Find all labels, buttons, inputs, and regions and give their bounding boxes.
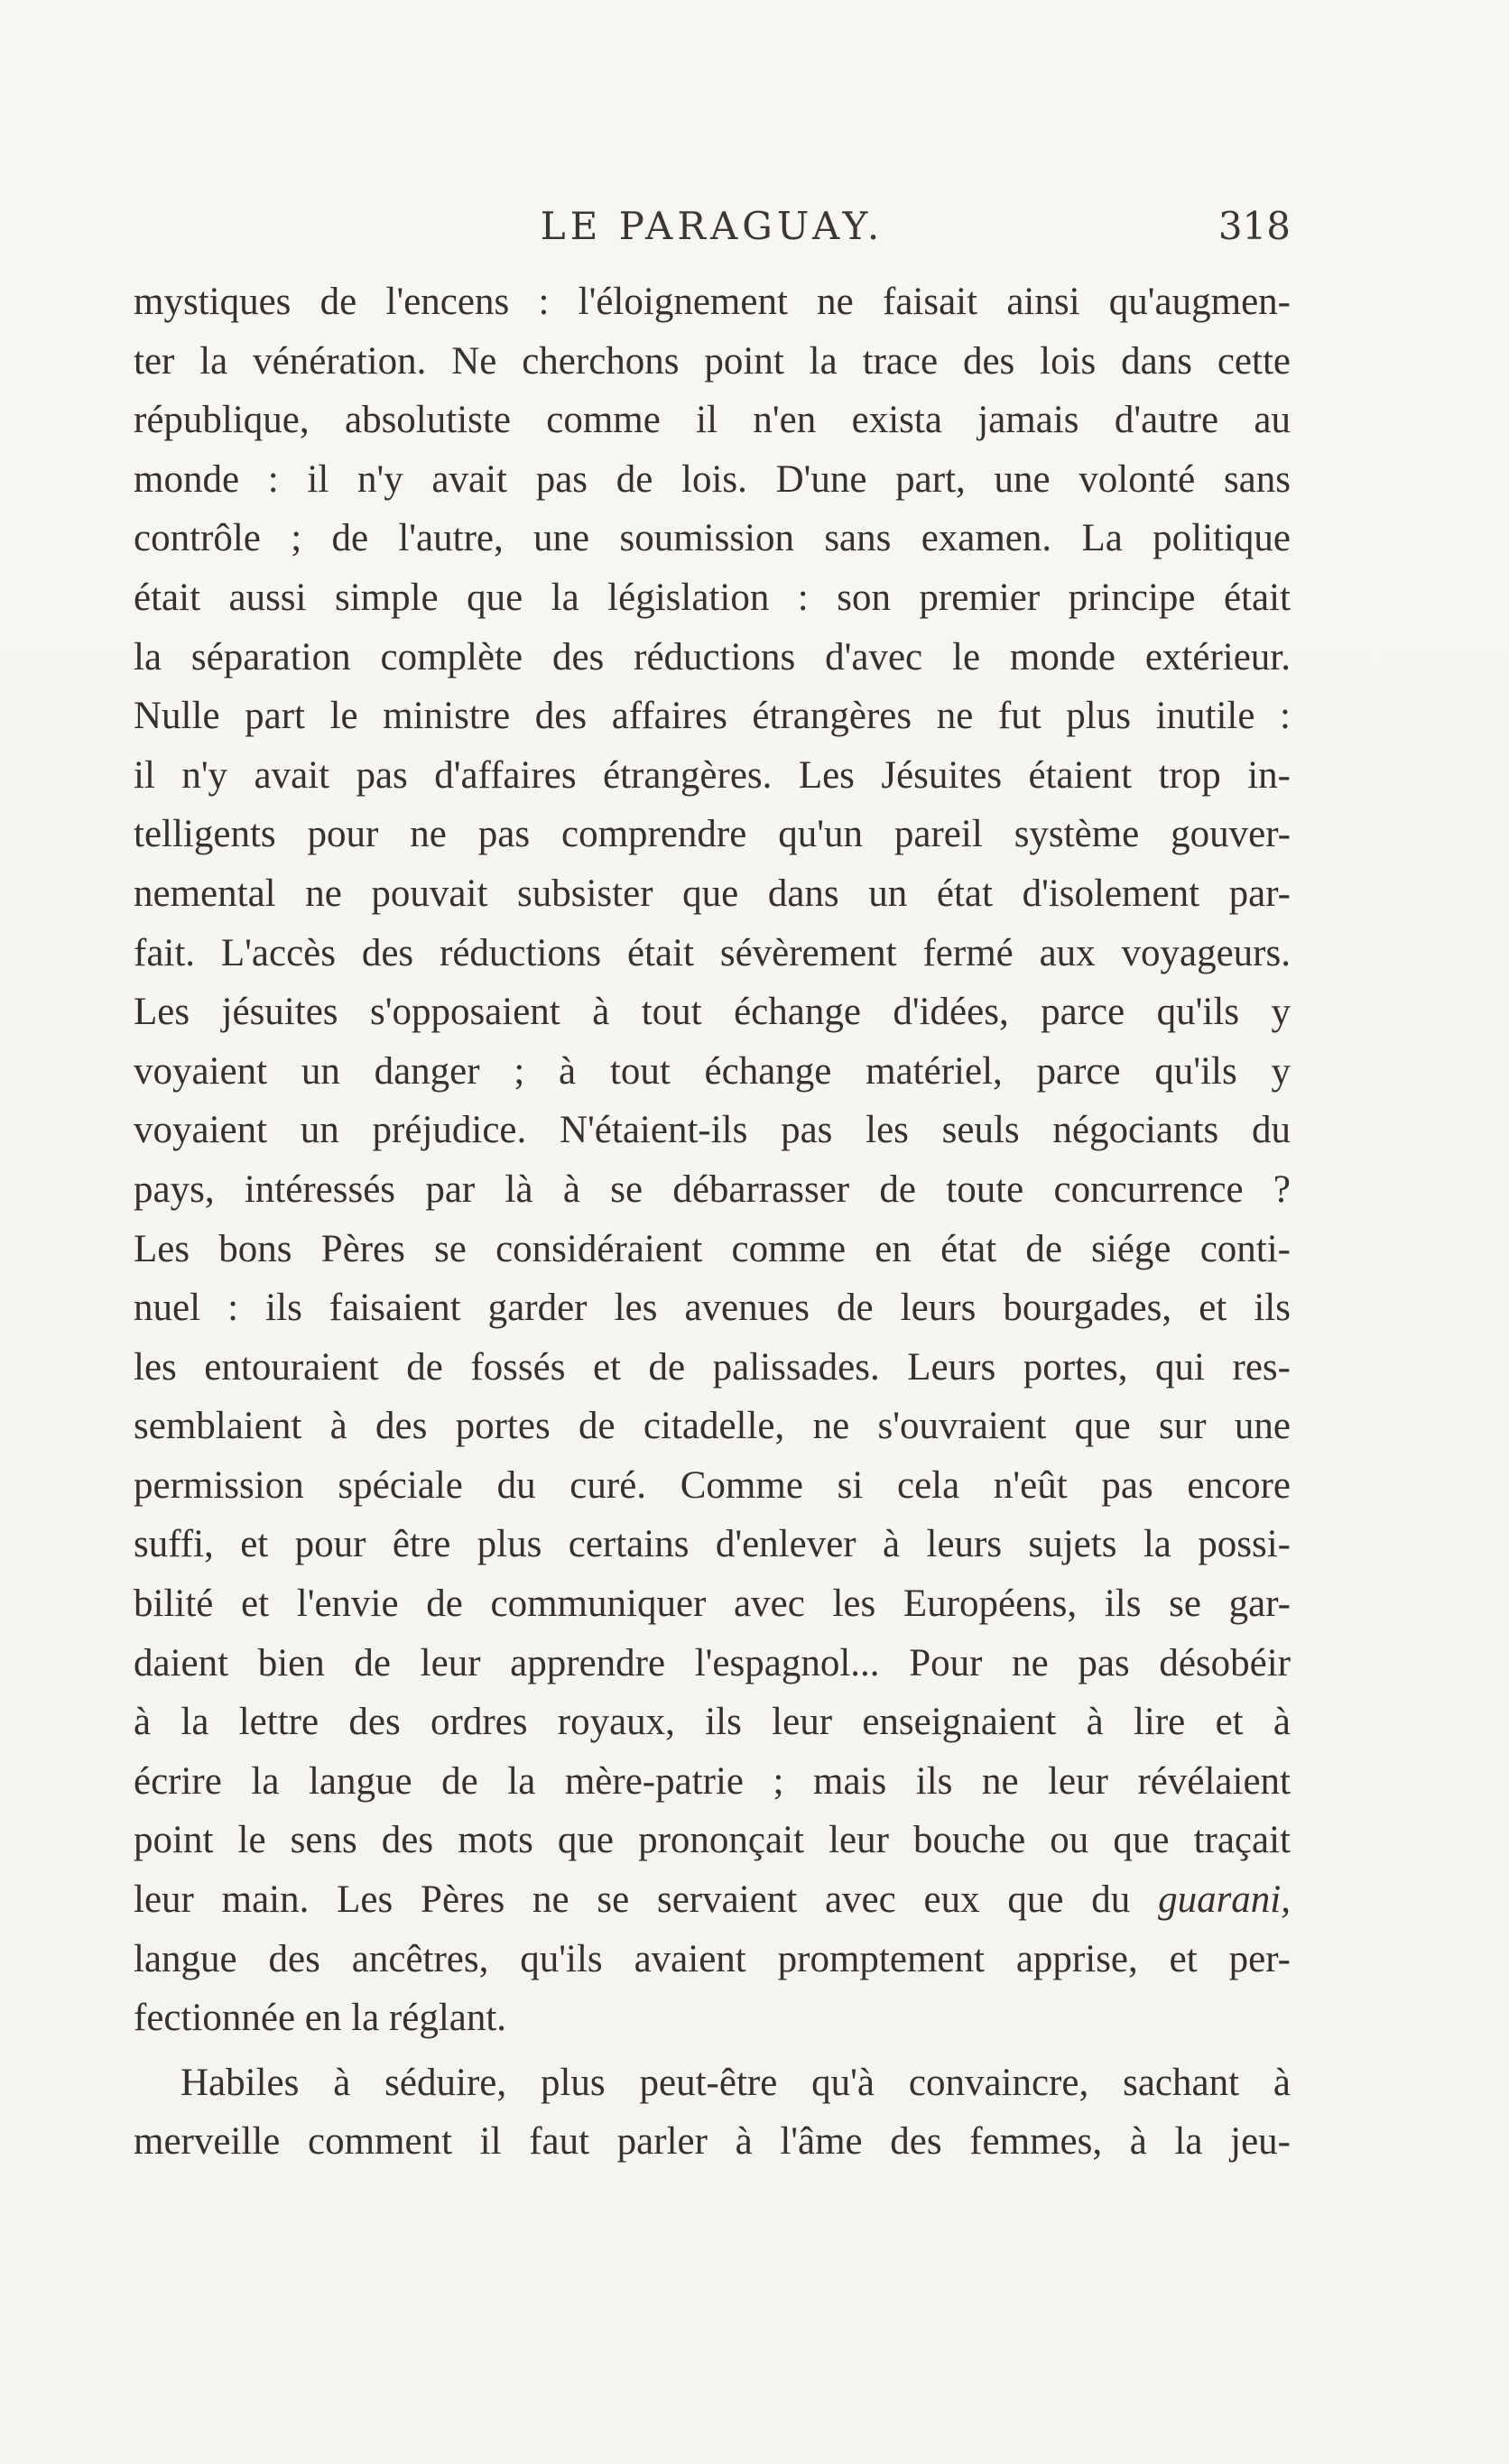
text-line-segment: leur main. Les Pères ne se servaient avec eux que du [134, 1878, 1131, 1922]
text-line: les entouraient de fossés et de palissades. Leurs portes, qui res- [134, 1345, 1291, 1389]
text-line: pays, intéressés par là à se débarrasser de toute concurrence ? [134, 1167, 1291, 1211]
text-line: fectionnée en la réglant. [134, 1997, 507, 2040]
text-line: suffi, et pour être plus certains d'enlever à leurs sujets la possi- [134, 1523, 1291, 1566]
text-line: voyaient un danger ; à tout échange matériel, parce qu'ils y [134, 1049, 1291, 1093]
running-title: LE PARAGUAY. [540, 204, 884, 248]
text-line: écrire la langue de la mère-patrie ; mais ils ne leur révélaient [134, 1759, 1291, 1803]
italic-word: guarani, [1158, 1878, 1291, 1922]
paragraph [134, 272, 1291, 2048]
text-line: nemental ne pouvait subsister que dans un état d'isolement par- [134, 872, 1291, 915]
text-line: Habiles à séduire, plus peut-être qu'à convaincre, sachant à [181, 2061, 1291, 2104]
text-line: ter la vénération. Ne cherchons point la trace des lois dans cette [134, 339, 1291, 383]
text-line: semblaient à des portes de citadelle, ne s'ouvraient que sur une [134, 1405, 1291, 1448]
text-line: daient bien de leur apprendre l'espagnol... Pour ne pas désobéir [134, 1641, 1291, 1684]
text-line: telligents pour ne pas comprendre qu'un pareil système gouver- [134, 813, 1291, 856]
text-line: Nulle part le ministre des affaires étrangères ne fut plus inutile : [134, 695, 1291, 738]
body-text [134, 272, 1291, 2172]
paragraph [134, 2053, 1291, 2172]
page-number: 318 [1217, 204, 1291, 248]
text-line: merveille comment il faut parler à l'âme des femmes, à la jeu- [134, 2120, 1291, 2164]
text-line: était aussi simple que la législation : son premier principe était [134, 576, 1291, 619]
text-line: point le sens des mots que prononçait leur bouche ou que traçait [134, 1819, 1291, 1862]
page-header [134, 204, 1291, 258]
text-line: à la lettre des ordres royaux, ils leur enseignaient à lire et à [134, 1701, 1291, 1744]
text-line: Les jésuites s'opposaient à tout échange d'idées, parce qu'ils y [134, 991, 1291, 1034]
text-line: monde : il n'y avait pas de lois. D'une part, une volonté sans [134, 457, 1291, 501]
text-line: nuel : ils faisaient garder les avenues de leurs bourgades, et ils [134, 1287, 1291, 1330]
text-line: voyaient un préjudice. N'étaient-ils pas les seuls négociants du [134, 1109, 1291, 1152]
text-line: il n'y avait pas d'affaires étrangères. Les Jésuites étaient trop in- [134, 753, 1291, 797]
text-line: bilité et l'envie de communiquer avec les Européens, ils se gar- [134, 1583, 1291, 1626]
text-line: fait. L'accès des réductions était sévèrement fermé aux voyageurs. [134, 931, 1291, 974]
text-line: la séparation complète des réductions d'avec le monde extérieur. [134, 635, 1291, 678]
text-line: Les bons Pères se considéraient comme en état de siége conti- [134, 1227, 1291, 1270]
text-line: république, absolutiste comme il n'en exista jamais d'autre au [134, 399, 1291, 442]
text-line: contrôle ; de l'autre, une soumission sans examen. La politique [134, 517, 1291, 560]
text-line: langue des ancêtres, qu'ils avaient promptement apprise, et per- [134, 1937, 1291, 1980]
text-line: mystiques de l'encens : l'éloignement ne faisait ainsi qu'augmen- [134, 281, 1291, 323]
text-line-with-italic [134, 1870, 1291, 1930]
text-line: permission spéciale du curé. Comme si cela n'eût pas encore [134, 1463, 1291, 1507]
